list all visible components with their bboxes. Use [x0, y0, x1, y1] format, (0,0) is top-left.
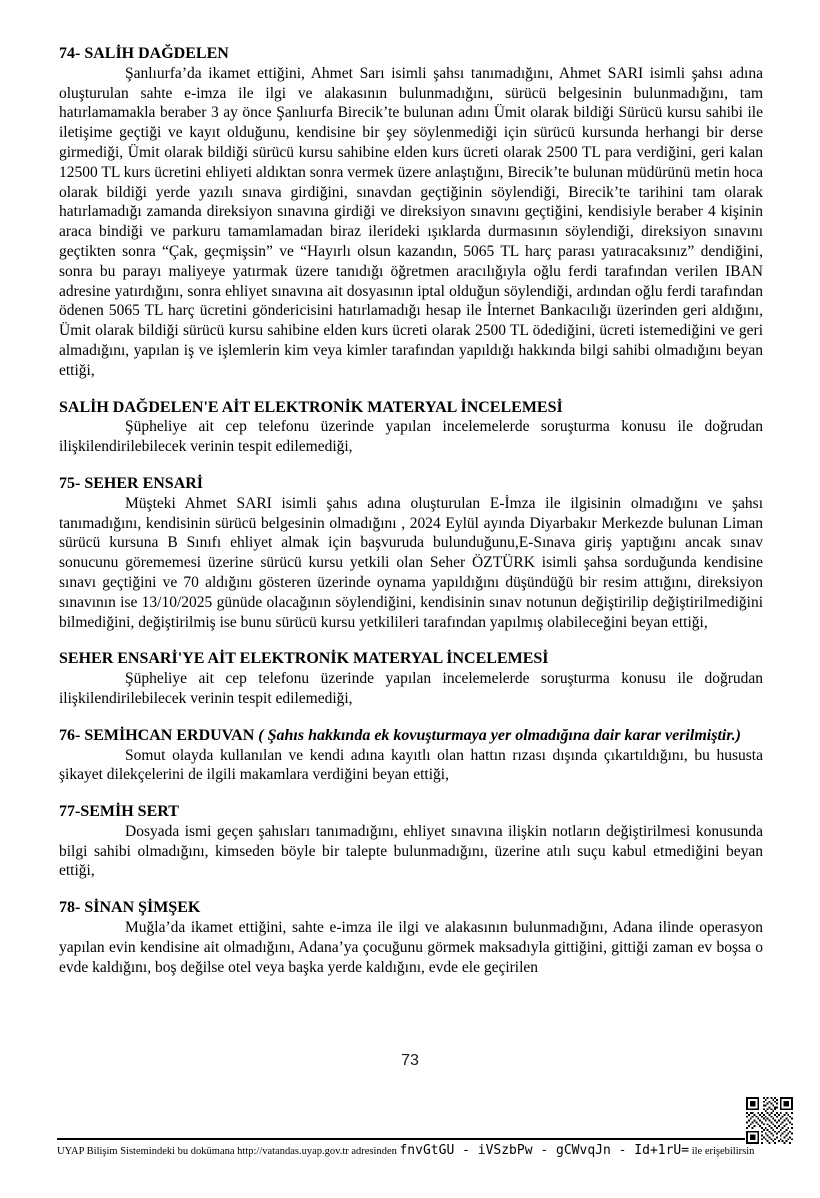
- section-paragraph: Müşteki Ahmet SARI isimli şahıs adına oluşturulan E-İmza ile ilgisinin olmadığını ve şahsı tanımadığını, kendisinin sürücü belgesinin olmadığını , 2024 Eylül ayında Diyarbakır Merkezde bulunan Liman sürücü kursuna B Sınıfı ehliyet almak için başvuruda bulunduğunu,E-Sınava giriş yaptığını ancak sınav sonucunu görememesi üzerine sürücü kursu yetkili olan Seher ÖZTÜRK isimli şahsa sorduğunda kendisine sınavı geçtiğini ve 70 aldığını gösteren üzerinde oynama yapıldığını düşündüğü bir resim attığını, direksiyon sınavının ise 13/10/2025 günüde olacağının söylendiğini, kendisinin sınav notunun değiştirilip değiştirilmediğini bilmediğini, değiştirilmiş ise bunu sürücü kursu yetkilileri tarafından yapılmış olabileceğini beyan ettiği,: [59, 494, 763, 631]
- qr-code-icon: [746, 1096, 793, 1145]
- footer-prefix: UYAP Bilişim Sistemindeki bu dokümana http://vatandas.uyap.gov.tr adresinden: [57, 1146, 397, 1157]
- footer-suffix: ile erişebilirsin: [691, 1146, 755, 1157]
- section-74-salih-dagdelen: [59, 44, 763, 381]
- footer-access-code: fnvGtGU - iVSzbPw - gCWvqJn - Id+1rU=: [399, 1143, 690, 1158]
- section-77-semih-sert: [59, 802, 763, 881]
- section-paragraph: Şanlıurfa’da ikamet ettiğini, Ahmet Sarı isimli şahsı tanımadığını, Ahmet SARI isimli şahsı adına oluşturulan sahte e-imza ile ilgi ve alakasının bulunmadığını, sürücü belgesinin bulunmadığını, tam hatırlamamakla beraber 3 ay önce Şanlıurfa Birecik’te bulunan adını Ümit olarak bildiği Sürücü kursu sahibi ile iletişime geçtiği ve kayıt olduğunu, kendisine bir şey söylenmediği için sürücü kursunda herhangi bir derse girmediği, Ümit olarak bildiği sürücü kursu sahibine elden kurs ücreti olarak 2500 TL para verdiğini, geri kalan 12500 TL kurs ücretini ehliyeti aldıktan sonra vermek üzere anlaştığını, Birecik’te bulunan müdürünü metin hoca olarak bildiği yerde yazılı sınava girdiğini, sınavdan geçtiğinin söylendiği, Birecik’te tarihini tam olarak hatırlamadığı zamanda direksiyon sınavına girdiği ve direksiyon sınavını geçtiğini, kendisiyle beraber 4 kişinin araca bindiği ve parkuru tamamlamadan biraz ilerideki ışıklarda durmasının söylendiği, direksiyon sınavını geçtikten sonra “Çak, geçmişsin” ve “Hayırlı olsun kazandın, 5065 TL harç parası yatıracaksınız” dendiğini, sonra bu parayı maliyeye yatırmak üzere tanıdığı öğretmen aracılığıyla oğlu ferdi tarafından verilen IBAN adresine yatırdığını, sonra ehliyet sınavına ait dosyasının iptal olduğun söylendiği, ardından oğlu ferdi tarafından ödenen 5065 TL harç ücretini göndericisini hatırlamadığı hesap ile İnternet Bankacılığı üzerinden geri aldığını, Ümit olarak bildiği sürücü kursu sahibine elden kurs ücreti olarak 2500 TL ödediğini, ücreti istemediğini ve geri almadığını, yapılan iş ve işlemlerin kim veya kimler tarafından yapıldığı hakkında bilgi sahibi olmadığını beyan ettiği,: [59, 64, 763, 379]
- section-paragraph: Dosyada ismi geçen şahısları tanımadığını, ehliyet sınavına ilişkin notların değiştirilmesi konusunda bilgi sahibi olmadığını, kimseden böyle bir talepte bulunmadığını, üzerine atılı suçu kabul etmediğini beyan ettiği,: [59, 822, 763, 880]
- document-body: [59, 44, 763, 994]
- section-seher-ensari-elektronik-materyal: [59, 649, 763, 708]
- page-number: 73: [401, 1052, 419, 1069]
- section-paragraph: Muğla’da ikamet ettiğini, sahte e-imza ile ilgi ve alakasının bulunmadığını, Adana ilinde operasyon yapılan evin kendisine ait olmadığını, Adana’ya çocuğunu görmek maksadıyla gittiğini, gittiği zaman ev boşsa o evde kaldığını, boş değilse otel veya başka yerde kaldığını, evde ele geçirilen: [59, 919, 763, 976]
- section-76-semihcan-erduvan: [59, 726, 763, 785]
- section-heading: SEHER ENSARİ'YE AİT ELEKTRONİK MATERYAL İNCELEMESİ: [59, 650, 549, 668]
- footer-divider: [57, 1138, 745, 1140]
- section-78-sinan-simsek: [59, 898, 763, 977]
- section-heading-name: 76- SEMİHCAN ERDUVAN: [59, 726, 255, 744]
- section-75-seher-ensari: [59, 474, 763, 632]
- footer-access-note: [57, 1143, 762, 1158]
- section-salih-dagdelen-elektronik-materyal: [59, 398, 763, 457]
- section-heading: 78- SİNAN ŞİMŞEK: [59, 899, 201, 917]
- section-heading: 77-SEMİH SERT: [59, 803, 179, 821]
- section-heading: SALİH DAĞDELEN'E AİT ELEKTRONİK MATERYAL İNCELEMESİ: [59, 398, 563, 416]
- section-heading: 75- SEHER ENSARİ: [59, 474, 204, 492]
- section-heading: 74- SALİH DAĞDELEN: [59, 45, 229, 62]
- section-heading-note: ( Şahıs hakkında ek kovuşturmaya yer olmadığına dair karar verilmiştir.): [258, 726, 741, 744]
- section-paragraph: Somut olayda kullanılan ve kendi adına kayıtlı olan hattın rızası dışında çıkartıldığını, bu hususta şikayet dilekçelerini de ilgili makamlara verdiğini beyan ettiği,: [59, 746, 763, 784]
- section-paragraph: Şüpheliye ait cep telefonu üzerinde yapılan incelemelerde soruşturma konusu ile doğrudan ilişkilendirilebilecek verinin tespit edilemediği,: [59, 418, 763, 456]
- section-paragraph: Şüpheliye ait cep telefonu üzerinde yapılan incelemelerde soruşturma konusu ile doğrudan ilişkilendirilebilecek verinin tespit edilemediği,: [59, 670, 763, 707]
- section-heading: [59, 726, 763, 746]
